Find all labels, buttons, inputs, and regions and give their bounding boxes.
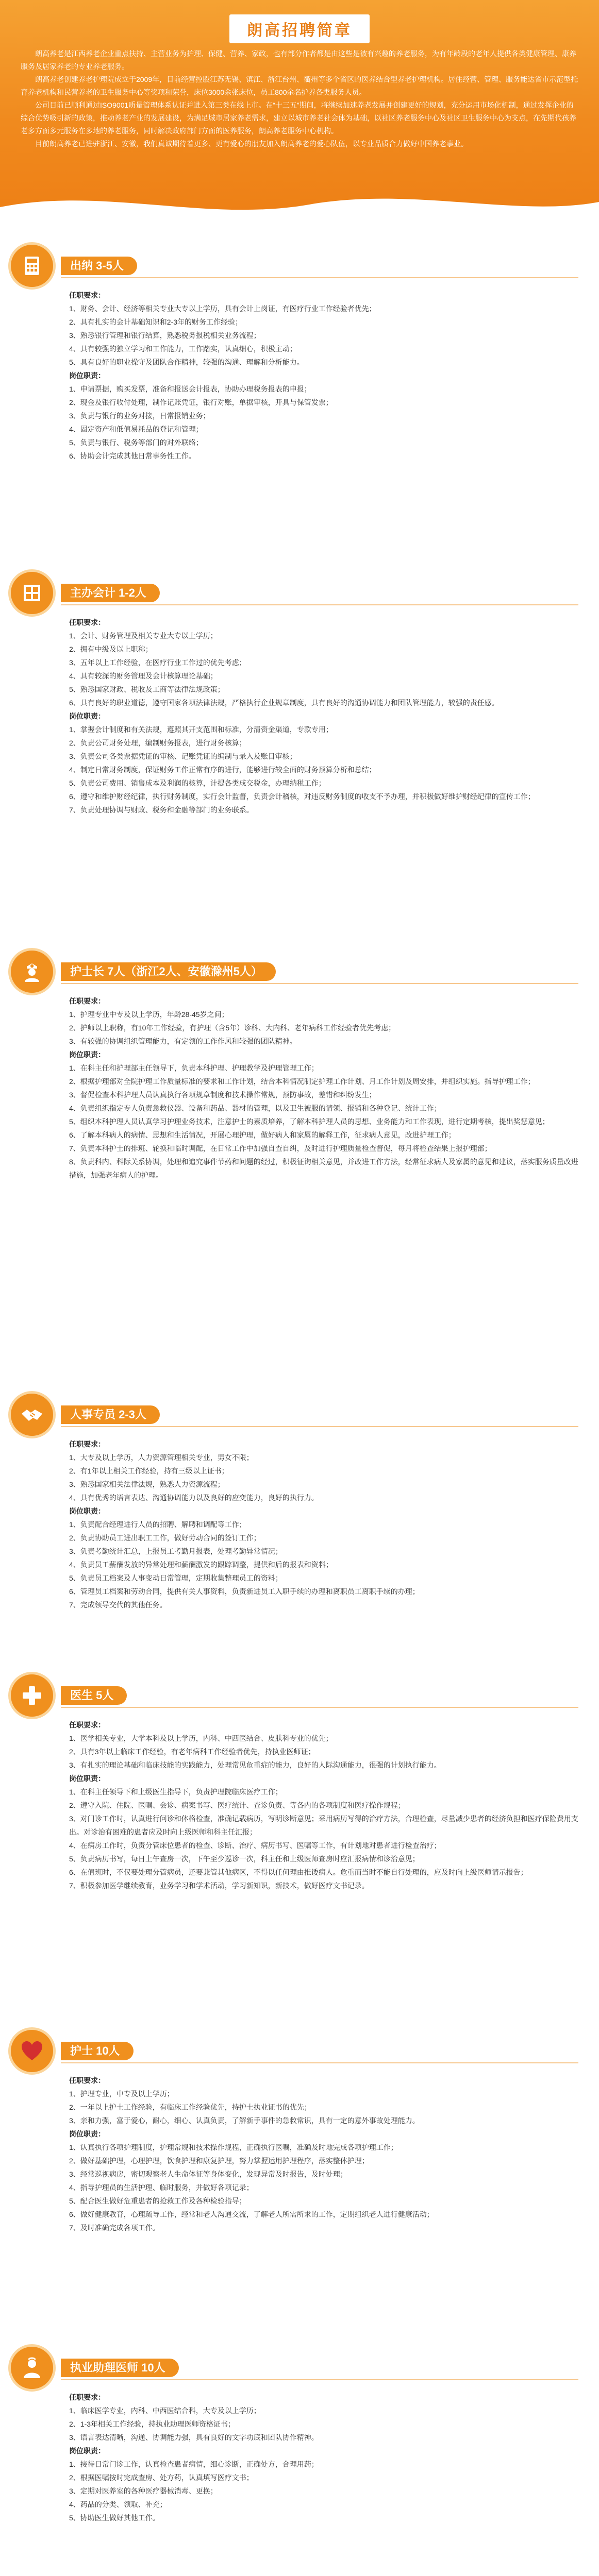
calculator-icon bbox=[8, 242, 56, 290]
divider bbox=[61, 983, 578, 984]
duty-item: 7、负责处理协调与财政、税务和金融等部门的业务联系。 bbox=[69, 806, 254, 814]
duty-item: 4、药品的分类、领取、补充； bbox=[69, 2500, 167, 2509]
duty-item: 4、制定日常财务制度，保证财务工作正常有序的进行，能够进行较全面的财务预算分析和总结； bbox=[69, 766, 376, 774]
duties-label: 岗位职责： bbox=[69, 2447, 105, 2455]
intro-paragraph: 朗高养老创建养老护理院成立于2009年，目前经营控股江苏无锡、镇江、浙江台州、衢州等多个省区的医养结合型养老护理机构。居住经营、管理、服务能达省市示范型托育养老机构和民营养老的卫生服务中心等奖项和荣誉，床位3000余张床位，员工800余名护养各类服务人员。 bbox=[21, 75, 578, 96]
intro-paragraph: 公司目前已顺利通过ISO9001质量管理体系认证并进入第三类在线上市。在“十三五”期间，将继续加速养老发展并创建更好的规划，充分运用市场化机制，通过发挥企业的综合优势吸引新的政策，推动养老产业的发展建设，为满足城市居家养老需求，建立以城市养老社会体为基础，以社区养老服务中心及社区卫生服务中心为支点，在先期代孩养老多方面多元服务在多地的养老服务，同时解决政府部门方面的医养服务，朗高养老服务中心机构。 bbox=[21, 101, 576, 135]
duties-label: 岗位职责： bbox=[69, 1774, 105, 1783]
duty-item: 7、及时准确完成各项工作。 bbox=[69, 2224, 160, 2232]
requirement-item: 1、医学相关专业，大学本科及以上学历，内科、中西医结合、皮肤科专业的优先； bbox=[69, 1734, 333, 1742]
requirements-label: 任职要求： bbox=[69, 2076, 105, 2084]
requirement-item: 2、一年以上护士工作经验，有临床工作经验优先，持护士执业证书的优先； bbox=[69, 2103, 311, 2111]
job-details bbox=[69, 2074, 578, 2234]
duty-item: 4、负责组织指定专人负责急救仪器、设备和药品、器材的管理，以及卫生被服的请领、报销和各种登记、统计工作； bbox=[69, 1104, 441, 1112]
duty-item: 8、负责科内、科际关系协调，处理和追究事件节药和问题的经过，积极征询相关意见，并改进工作方法，经常征求病人及家属的意见和建议，落实服务质量改进措施，加强老年病人的护理。 bbox=[69, 1158, 578, 1179]
divider bbox=[61, 2379, 578, 2380]
duty-item: 2、遵守入院、住院、医嘱、会诊、病案书写、医疗统计、查诊负责、等各内的各项制度和医疗操作规程； bbox=[69, 1801, 405, 1809]
medical-cross-icon bbox=[8, 1672, 56, 1719]
job-header bbox=[0, 948, 599, 994]
duty-item: 5、负责病历书写，每日上午查房一次，下午至少巡诊一次，科主任和上级医师查房时应汇报病情和诊治意见； bbox=[69, 1855, 420, 1863]
requirement-item: 6、具有良好的职业道德，遵守国家各项法律法规，严格执行企业规章制度，具有良好的沟通协调能力和团队管理能力，较强的责任感。 bbox=[69, 699, 499, 707]
duty-item: 4、指导护理员的生活护理、临时服务，并做好各项记录； bbox=[69, 2183, 254, 2192]
requirement-item: 2、具有3年以上临床工作经验，有老年病科工作经验者优先，持执业医师证； bbox=[69, 1748, 315, 1756]
requirement-item: 3、语言表达清晰，沟通、协调能力强，具有良好的文字功底和团队协作精神。 bbox=[69, 2433, 319, 2442]
divider bbox=[61, 1707, 578, 1708]
duty-item: 3、负责公司各类票据凭证的审核、记账凭证的编制与录入及账目审核； bbox=[69, 752, 297, 760]
header-banner bbox=[0, 0, 599, 222]
duty-item: 2、根据医嘱按时完成查房、处方药，认真填写医疗文书； bbox=[69, 2473, 254, 2482]
job-details bbox=[69, 616, 578, 817]
requirement-item: 4、具有优秀的语言表达、沟通协调能力以及良好的应变能力，良好的执行力。 bbox=[69, 1494, 319, 1502]
job-title: 医生 5人 bbox=[61, 1686, 127, 1705]
divider bbox=[61, 604, 578, 605]
duty-item: 4、负责员工薪酬发放的异常处理和薪酬激发的跟踪调整，提供和后的报表和资料； bbox=[69, 1561, 333, 1569]
duty-item: 6、做好健康教育，心理疏导工作，经常和老人沟通交流，了解老人所需所求的工作，定期组织老人进行健康活动； bbox=[69, 2210, 434, 2218]
requirement-item: 2、1-3年相关工作经验，持执业助理医师资格证书； bbox=[69, 2420, 236, 2428]
job-header bbox=[0, 242, 599, 289]
job-section bbox=[0, 948, 599, 1182]
requirement-item: 1、临床医学专业，内科、中西医结合科，大专及以上学历； bbox=[69, 2406, 261, 2415]
requirement-item: 3、熟悉国家相关法律法规，熟悉人力资源流程； bbox=[69, 1480, 225, 1488]
duty-item: 4、固定资产和低值易耗品的登记和管理； bbox=[69, 425, 203, 433]
divider bbox=[61, 277, 578, 278]
header-wave bbox=[0, 187, 599, 222]
duty-item: 6、管理员工档案和劳动合同，提供有关人事资料，负责新进员工入职手续的办理和离职员工离职手续的办理； bbox=[69, 1587, 420, 1596]
requirements-label: 任职要求： bbox=[69, 1440, 105, 1448]
duty-item: 6、在值班时，不仅要处理分管病员，还要兼管其他病区，不得以任何理由推诿病人。危重而当时不能自行处理的，应及时向上级医师请示报告； bbox=[69, 1868, 528, 1876]
duty-item: 6、遵守和维护财经纪律，执行财务制度，实行会计监督，负责会计稽核，对违反财务制度的收支不予办理，并积极做好维护财经纪律的宣传工作； bbox=[69, 792, 535, 801]
duty-item: 3、负责与银行的业务对接，日常报销业务； bbox=[69, 412, 210, 420]
job-title: 人事专员 2-3人 bbox=[61, 1405, 160, 1424]
duty-item: 5、配合医生做好危重患者的抢救工作及各种检验指导； bbox=[69, 2197, 246, 2205]
duty-item: 4、在病房工作时，负责分管床位患者的检查、诊断、治疗、病历书写、医嘱等工作，有计划地对患者进行检查治疗； bbox=[69, 1841, 441, 1850]
heart-icon bbox=[8, 2027, 56, 2075]
divider bbox=[61, 2062, 578, 2063]
requirement-item: 5、具有良好的职业操守及团队合作精神，较强的沟通、理解和分析能力。 bbox=[69, 358, 304, 366]
requirements-label: 任职要求： bbox=[69, 2393, 105, 2401]
job-title: 主办会计 1-2人 bbox=[61, 584, 160, 602]
duties-label: 岗位职责： bbox=[69, 1050, 105, 1059]
duties-label: 岗位职责： bbox=[69, 2130, 105, 2138]
duty-item: 2、现金及银行收付处理，制作记账凭证，银行对账，单据审核，开具与保管发票； bbox=[69, 398, 333, 406]
duty-item: 5、负责公司费用、销售成本及利润的核算，计提各类成交税金，办理纳税工作； bbox=[69, 779, 326, 787]
duty-item: 1、接待日常门诊工作，认真检查患者病情，细心诊断，正确处方，合理用药； bbox=[69, 2460, 319, 2468]
requirement-item: 1、会计、财务管理及相关专业大专以上学历； bbox=[69, 632, 218, 640]
duty-item: 2、负责公司财务处理，编制财务报表，进行财务核算； bbox=[69, 739, 246, 747]
job-details bbox=[69, 289, 578, 463]
page-title: 朗高招聘简章 bbox=[229, 14, 370, 43]
duty-item: 2、负责协助员工进出职工工作，做好劳动合同的签订工作； bbox=[69, 1534, 261, 1542]
intro-paragraph: 目前朗高养老已进驻浙江、安徽，我们真诚期待着更多、更有爱心的朋友加入朗高养老的爱心队伍，以专业品质合力做好中国养老事业。 bbox=[35, 140, 468, 148]
requirement-item: 1、护理专业中专及以上学历，年龄28-45岁之间； bbox=[69, 1010, 229, 1019]
requirement-item: 1、护理专业，中专及以上学历； bbox=[69, 2090, 174, 2098]
nurse-icon bbox=[8, 948, 56, 995]
duty-item: 1、掌握会计制度和有关法规，遵照其开支范围和标准，分清资金渠道，专款专用； bbox=[69, 725, 333, 734]
duty-item: 5、协助医生做好其他工作。 bbox=[69, 2514, 160, 2522]
duty-item: 3、督促检查本科护理人员认真执行各项规章制度和技术操作常规，预防事故，差错和纠纷发生； bbox=[69, 1091, 376, 1099]
divider bbox=[61, 1426, 578, 1427]
job-section bbox=[0, 2344, 599, 2524]
job-header bbox=[0, 2344, 599, 2391]
job-section bbox=[0, 242, 599, 463]
requirement-item: 2、护师以上职称，有10年工作经验，有护理（含5年）诊科、大内科、老年病科工作经验者优先考虑； bbox=[69, 1024, 396, 1032]
duties-label: 岗位职责： bbox=[69, 1507, 105, 1515]
job-section bbox=[0, 569, 599, 817]
job-details bbox=[69, 1437, 578, 1612]
duty-item: 2、做好基础护理，心理护理，饮食护理和康复护理，努力掌握运用护理程序，落实整体护理； bbox=[69, 2157, 369, 2165]
duty-item: 6、了解本科病人的病情、思想和生活情况，开展心理护理，做好病人和家属的解释工作，征求病人意见，改进护理工作； bbox=[69, 1131, 456, 1139]
job-details bbox=[69, 1718, 578, 1892]
duty-item: 5、负责员工档案及人事变动日常管理，定期收集整理员工的资料； bbox=[69, 1574, 282, 1582]
job-section bbox=[0, 1391, 599, 1612]
duty-item: 2、根据护理部对全院护理工作质量标准的要求和工作计划，结合本科情况制定护理工作计划、月工作计划及周安排，并组织实施。指导护理工作； bbox=[69, 1077, 535, 1086]
requirement-item: 3、有较强的协调组织管理能力，有定领的工作作风和较强的团队精神。 bbox=[69, 1037, 297, 1045]
requirement-item: 5、熟悉国家财政、税收及工商等法律法规政策； bbox=[69, 685, 225, 693]
duty-item: 3、对门诊工作时，认真进行问诊和体格检查，准确记载病历，写明诊断意见；采用病历写得的治疗方法，合理检查，尽量减少患者的经济负担和医疗保险费用支出。对诊治有困难的患者应及时向上级医师和科主任汇报； bbox=[69, 1815, 578, 1836]
requirement-item: 1、财务、会计、经济等相关专业大专以上学历，具有会计上岗证，有医疗行业工作经验者优先； bbox=[69, 304, 376, 313]
requirement-item: 3、有扎实的理论基础和临床技能的实践能力，处理常见危重症的能力，良好的人际沟通能力，很强的计划执行能力。 bbox=[69, 1761, 441, 1769]
job-title: 执业助理医师 10人 bbox=[61, 2359, 179, 2377]
requirements-label: 任职要求： bbox=[69, 618, 105, 626]
requirement-item: 4、具有较深的财务管理及会计核算理论基础； bbox=[69, 672, 218, 680]
requirement-item: 2、具有扎实的会计基础知识和2-3年的财务工作经验； bbox=[69, 318, 243, 326]
job-title: 出纳 3-5人 bbox=[61, 257, 137, 275]
duty-item: 7、完成领导交代的其他任务。 bbox=[69, 1601, 167, 1609]
duty-item: 7、负责本科护士的排班、轮换和临时调配，在日常工作中加强自查自纠，及时进行护理质量检查督促，每月将检查结果上报护理部； bbox=[69, 1144, 492, 1153]
requirements-label: 任职要求： bbox=[69, 997, 105, 1005]
job-title: 护士 10人 bbox=[61, 2042, 134, 2060]
job-header bbox=[0, 1672, 599, 1718]
duty-item: 1、在科主任和护理部主任领导下，负责本科护理、护理教学及护理管理工作； bbox=[69, 1064, 319, 1072]
requirement-item: 3、亲和力强，富于爱心，耐心，细心、认真负责，了解新手事件的急救常识，具有一定的意外事故处理能力。 bbox=[69, 2116, 420, 2125]
requirement-item: 3、熟悉银行管理和银行结算，熟悉税务报税相关业务流程； bbox=[69, 331, 261, 340]
job-title: 护士长 7人（浙江2人、安徽滁州5人） bbox=[61, 962, 276, 981]
requirement-item: 1、大专及以上学历，人力资源管理相关专业，男女不限； bbox=[69, 1453, 254, 1462]
duty-item: 1、在科主任领导下和上级医生指导下，负责护理院临床医疗工作； bbox=[69, 1788, 282, 1796]
company-intro bbox=[21, 47, 578, 150]
requirement-item: 3、五年以上工作经验，在医疗行业工作过的优先考虑； bbox=[69, 658, 246, 667]
duty-item: 5、负责与银行、税务等部门的对外联络； bbox=[69, 438, 203, 447]
duty-item: 3、负责考勤统计汇总，上报员工考勤月报表，处理考勤异常情况； bbox=[69, 1547, 282, 1555]
duties-label: 岗位职责： bbox=[69, 712, 105, 720]
duty-item: 1、负责配合经理进行人员的招聘、解聘和调配等工作； bbox=[69, 1520, 246, 1529]
duty-item: 1、申请票据，购买发票，准备和报送会计报表，协助办理税务报表的申报； bbox=[69, 385, 311, 393]
duties-label: 岗位职责： bbox=[69, 371, 105, 380]
duty-item: 5、组织本科护理人员认真学习护理业务技术，注意护士的素质培养，了解本科护理人员的思想、业务能力和工作表现，进行定期考核，提出奖惩意见； bbox=[69, 1117, 550, 1126]
requirements-label: 任职要求： bbox=[69, 291, 105, 299]
caregiver-icon bbox=[8, 2344, 56, 2392]
duty-item: 3、经常巡视病房，密切观察老人生命体征等身体变化，发现异常及时报告，及时处理； bbox=[69, 2170, 347, 2178]
job-header bbox=[0, 1391, 599, 1437]
duty-item: 1、认真执行各项护理制度，护理常规和技术操作规程，正确执行医嘱，准确及时地完成各项护理工作； bbox=[69, 2143, 398, 2151]
job-details bbox=[69, 994, 578, 1182]
requirement-item: 4、具有较强的独立学习和工作能力，工作踏实，认真细心，积极主动； bbox=[69, 345, 297, 353]
job-header bbox=[0, 2027, 599, 2074]
duty-item: 3、定期对医养室的各种医疗器械消毒、更换； bbox=[69, 2487, 218, 2495]
requirements-label: 任职要求： bbox=[69, 1721, 105, 1729]
requirement-item: 2、拥有中级及以上职称； bbox=[69, 645, 153, 653]
handshake-icon bbox=[8, 1391, 56, 1438]
job-header bbox=[0, 569, 599, 616]
job-details bbox=[69, 2391, 578, 2524]
job-section bbox=[0, 2027, 599, 2234]
ledger-icon bbox=[8, 569, 56, 617]
duty-item: 7、积极参加医学继续教育，业务学习和学术活动，学习新知识，新技术，做好医疗文书记录。 bbox=[69, 1882, 369, 1890]
job-section bbox=[0, 1672, 599, 1892]
intro-paragraph: 朗高养老是江西养老企业重点扶持、主营业务为护理、保健、营养、家政，也有部分作者都是由这些是被有兴趣的养老服务，为有年龄段的老年人提供各类健康管理、康养服务及居家养老的专业养老服务。 bbox=[21, 49, 576, 71]
duty-item: 6、协助会计完成其他日常事务性工作。 bbox=[69, 452, 196, 460]
requirement-item: 2、有1年以上相关工作经验，持有三级以上证书； bbox=[69, 1467, 229, 1475]
